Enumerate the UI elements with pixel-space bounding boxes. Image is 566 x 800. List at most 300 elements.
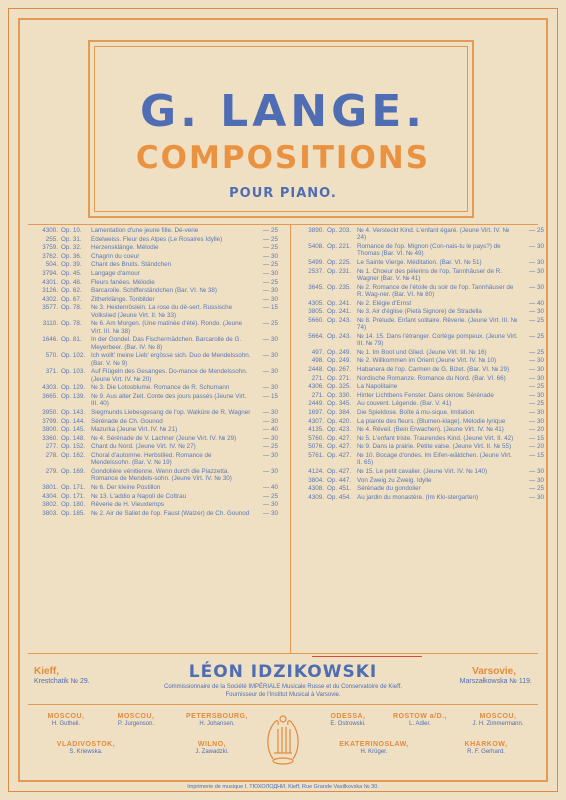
piece-price: — 25 <box>528 383 544 391</box>
piece-title: Au jardin du monastère. (Im Klo-stergarten) <box>357 493 479 501</box>
opus-number: Op. 148. <box>61 434 86 442</box>
piece-price: — 30 <box>528 467 544 475</box>
catalog-entry <box>28 296 278 303</box>
piece-price: — 30 <box>528 357 544 365</box>
branch-city: VLADIVOSTOK, <box>56 741 116 748</box>
catalog-entry <box>28 435 278 442</box>
piece-title: № 3. Heidenröslein. La rose du dé-sert. Russische Volkslied (Jeune Virt. II. № 33) <box>91 304 233 319</box>
opus-number: Op. 243. <box>327 316 352 324</box>
opus-number: Op. 420. <box>327 417 352 425</box>
branch-city: PETERSBOURG, <box>185 713 248 720</box>
catalog-number: 4303. <box>42 384 58 392</box>
opus-number: Op. 81. <box>61 336 82 344</box>
opus-number: Op. 39. <box>61 261 82 269</box>
catalog-entry <box>294 383 544 390</box>
branch-name: H. Krüger. <box>360 749 388 755</box>
catalog-number: 3801. <box>42 483 58 491</box>
piece-price: — 25 <box>262 278 278 286</box>
catalog-number: 3577. <box>42 304 58 312</box>
opus-number: Op. 143. <box>61 408 86 416</box>
piece-title: № 1. Im Boot und Glied. (Jeune Virt. III. № 16) <box>357 348 487 356</box>
catalog-entry <box>294 366 544 373</box>
catalog-number: 5660. <box>308 316 324 324</box>
catalog-number: 3890. <box>308 227 324 234</box>
opus-number: Op. 145. <box>61 426 86 434</box>
piece-price: — 25 <box>528 316 544 324</box>
piece-title: Au couvent. Légende. (Bar. V. 41) <box>357 400 452 408</box>
piece-title: Zitherklänge. Tonbilder <box>91 295 155 303</box>
catalog-entry <box>294 468 544 475</box>
opus-number: Op. 185. <box>61 509 86 517</box>
publisher-address-varsovie: Marszałkowska № 119. <box>459 678 532 685</box>
piece-title: Barcarolle. Schifferständchen (Bar. VI. № 38) <box>91 287 217 295</box>
piece-price: — 30 <box>262 501 278 509</box>
piece-price: — 30 <box>528 417 544 425</box>
piece-price: — 30 <box>528 408 544 416</box>
piece-price: — 25 <box>262 261 278 269</box>
piece-price: — 30 <box>528 374 544 382</box>
column-divider <box>290 225 291 653</box>
opus-number: Op. 78. <box>61 304 82 312</box>
publisher-supplier-note: Fournisseur de l'Institut Musical à Varsovie. <box>225 692 341 698</box>
opus-number: Op. 78. <box>61 320 82 328</box>
piece-title: Romance de l'op. Mignon (Con-nais-tu le pays?) de Thomas (Bar. VI. № 49) <box>357 243 501 258</box>
piece-price: — 30 <box>262 417 278 425</box>
piece-price: — 30 <box>262 384 278 392</box>
branch-name: R. F. Gerhard. <box>467 749 505 755</box>
publisher-name: LÉON IDZIKOWSKI <box>188 662 378 682</box>
opus-number: Op. 144. <box>61 417 86 425</box>
catalog-entry <box>28 393 278 408</box>
branch-agent <box>448 741 524 755</box>
catalog-number: 3794. <box>42 269 58 277</box>
piece-price: — 30 <box>262 336 278 344</box>
opus-number: Op. 451. <box>327 485 352 493</box>
catalog-entry <box>28 484 278 491</box>
catalog-entry <box>28 368 278 383</box>
opus-number: Op. 62. <box>61 287 82 295</box>
branch-city: MOSCOU, <box>479 713 517 720</box>
catalog-entry <box>294 485 544 492</box>
catalog-number: 3803. <box>42 509 58 517</box>
piece-price: — 30 <box>262 509 278 517</box>
piece-title: Fleurs fanées. Mélodie <box>91 278 155 286</box>
piece-title: № 3. Die Lotosblume. Romance de R. Schumann <box>91 384 230 392</box>
piece-title: Choral d'automne. Herbstlied. Romance de Mendelssohn. (Bar. V. № 19) <box>91 451 212 467</box>
piece-price: — 30 <box>262 434 278 442</box>
branch-city: MOSCOU, <box>117 713 155 720</box>
branch-name: S. Kriewska. <box>69 749 103 755</box>
piece-price: — 40 <box>528 299 544 307</box>
branch-city: EKATERINOSLAW, <box>339 741 409 748</box>
catalog-number: 5760. <box>308 434 324 442</box>
piece-title: Von Zweig zu Zweig. Idylle <box>357 476 432 484</box>
branch-agent <box>386 713 454 727</box>
opus-number: Op. 169. <box>61 467 86 475</box>
piece-title: Herzensklänge. Mélodie <box>91 244 159 252</box>
piece-title: Chant du Nord. (Jeune Virt. IV. № 27) <box>91 443 196 451</box>
opus-number: Op. 330. <box>327 391 352 399</box>
catalog-number: 5408. <box>308 243 324 250</box>
opus-number: Op. 203. <box>327 227 352 234</box>
branch-name: H. Gutheil. <box>51 721 81 727</box>
branch-agent <box>314 713 382 727</box>
piece-price: — 30 <box>528 493 544 501</box>
piece-title: № 14. 15. Dans l'étranger. Cortège pompeux. (Jeune Virt. III. № 79) <box>357 332 518 348</box>
catalog-number: 4135. <box>308 426 324 434</box>
piece-title: Langage d'amour <box>91 269 140 277</box>
piece-title: № 4. Réveil. (Bein Erwachen). (Jeune Virt. IV. № 41) <box>357 426 504 434</box>
piece-price: — 15 <box>262 304 278 312</box>
piece-price: — 30 <box>528 267 544 275</box>
catalog-entry <box>28 384 278 391</box>
catalog-entry <box>294 409 544 416</box>
catalog-number: 498. <box>311 357 324 365</box>
catalog-entry <box>28 468 278 483</box>
branch-name: P. Jurgenson. <box>117 721 155 727</box>
printer-footer: Imprimerie de musique I. ТЮХОЛОДНИ. Kieff, Rue Grande Vasilkovska № 30. <box>187 784 379 790</box>
catalog-entry <box>294 357 544 364</box>
branch-city: MOSCOU, <box>47 713 85 720</box>
catalog-number: 2537. <box>308 267 324 275</box>
opus-number: Op. 427. <box>327 467 352 475</box>
opus-number: Op. 171. <box>61 483 86 491</box>
piece-price: — 25 <box>528 332 544 340</box>
piece-title: Le Sainte Vierge. Méditation. (Bar. VI. № 51) <box>357 259 482 266</box>
catalog-entry <box>294 268 544 283</box>
piece-title: № 2. Air de Sallet de l'op. Faust (Walzer) de Ch. Gounod <box>91 509 250 517</box>
opus-number: Op. 454. <box>327 493 352 501</box>
piece-price: — 30 <box>528 259 544 266</box>
catalog-entry <box>294 300 544 307</box>
piece-title: № 9. Dans la prairie. Petite valse. (Jeune Virt. II. № 55) <box>357 443 512 451</box>
catalog-number: 4309. <box>308 493 324 501</box>
catalog-entry <box>28 227 278 234</box>
piece-price: — 30 <box>262 467 278 475</box>
opus-number: Op. 45. <box>61 269 82 277</box>
branch-city: ODESSA, <box>330 713 366 720</box>
piece-price: — 30 <box>528 476 544 484</box>
catalog-entry <box>28 452 278 467</box>
publisher-city-kieff: Kieff, <box>34 666 59 677</box>
catalog-number: 278. <box>45 451 58 459</box>
catalog-entry <box>28 253 278 260</box>
catalog-number: 1697. <box>308 408 324 416</box>
catalog-number: 4306. <box>308 383 324 391</box>
piece-title: № 10. Bocage d'ondes. Im Eifen-wäldchen. (Jeune Virt. II. 65) <box>357 451 512 467</box>
catalog-entry <box>294 375 544 382</box>
piece-title: № 5. L'enfant triste. Traurendes Kind. (Jeune Virt. II. 42) <box>357 434 514 442</box>
piece-price: — 15 <box>262 392 278 400</box>
catalog-number: 5664. <box>308 332 324 340</box>
publisher-city-varsovie: Varsovie, <box>472 666 516 677</box>
catalog-number: 3762. <box>42 252 58 260</box>
branch-agent <box>32 713 100 727</box>
branch-agent <box>178 741 246 755</box>
catalog-entry <box>294 243 544 258</box>
catalog-entry <box>294 494 544 501</box>
piece-price: — 15 <box>528 434 544 442</box>
piece-price: — 40 <box>262 426 278 434</box>
branch-name: L. Adler. <box>409 721 431 727</box>
opus-number: Op. 10. <box>61 227 82 234</box>
catalog-entry <box>28 287 278 294</box>
lyre-emblem-icon <box>262 711 304 767</box>
piece-title: Chagrin du coeur <box>91 252 140 260</box>
branch-agents <box>28 704 538 771</box>
branch-name: E. Ostrowski. <box>330 721 366 727</box>
opus-number: Op. 427. <box>327 451 352 459</box>
piece-title: Nordische Romanze. Romance du Nord. (Bar. VI. 66) <box>357 374 506 382</box>
catalog-entry <box>294 349 544 356</box>
catalog-number: 4300. <box>42 227 58 234</box>
piece-price: — 30 <box>528 243 544 250</box>
catalog-number: 2449. <box>308 400 324 408</box>
piece-title: Habanera de l'op. Carmen de G. Bizet. (Bar. VI. № 29) <box>357 365 510 373</box>
opus-number: Op. 67. <box>61 295 82 303</box>
piece-title: Lamentation d'une jeune fille. Dé-verie <box>91 227 199 234</box>
catalog-entry <box>28 320 278 335</box>
catalog-number: 2448. <box>308 365 324 373</box>
catalog-number: 271. <box>311 391 324 399</box>
piece-title: In der Gondel. Das Fischermädchen. Barcarolle de G. Meyerbeer. (Bar. IV. № 8) <box>91 336 242 351</box>
catalog-number: 4307. <box>308 417 324 425</box>
opus-number: Op. 180. <box>61 501 86 509</box>
catalog-entry <box>28 336 278 351</box>
catalog-number: 504. <box>45 261 58 269</box>
piece-title: Sérénade de Ch. Gounod <box>91 417 163 425</box>
catalog-number: 570. <box>45 352 58 360</box>
opus-number: Op. 152. <box>61 443 86 451</box>
piece-title: № 9. Aus alter Zeit. Conte des jours passés (Jeune Virt. III. 40) <box>91 392 247 408</box>
publisher-block <box>28 660 538 700</box>
catalog-number: 371. <box>45 368 58 376</box>
branch-agent <box>44 741 128 755</box>
catalog-entry <box>28 493 278 500</box>
instrument-subtitle: POUR PIANO. <box>229 186 337 201</box>
catalog-number: 4301. <box>42 278 58 286</box>
piece-title: Chant des Bruits. Ständchen <box>91 261 172 269</box>
piece-price: — 30 <box>528 365 544 373</box>
catalog-number: 1646. <box>42 336 58 344</box>
branch-agent <box>102 713 170 727</box>
piece-title: № 15. Le petit cavalier. (Jeune Virt. IV. № 140) <box>357 467 488 475</box>
piece-title: № 13. L'addio a Napoli de Cottrau <box>91 492 187 500</box>
opus-number: Op. 221. <box>327 243 352 250</box>
catalog-entry <box>294 392 544 399</box>
branch-agent <box>178 713 256 727</box>
catalog-number: 271. <box>311 374 324 382</box>
piece-price: — 30 <box>262 408 278 416</box>
piece-price: — 30 <box>528 391 544 399</box>
piece-price: — 25 <box>262 235 278 243</box>
piece-title: Mazurka (Jeune Virt. IV. № 21) <box>91 426 178 434</box>
branch-city: WILNO, <box>197 741 227 748</box>
piece-price: — 25 <box>528 400 544 408</box>
catalog-entry <box>294 284 544 299</box>
opus-number: Op. 384. <box>327 408 352 416</box>
opus-number: Op. 36. <box>61 252 82 260</box>
collection-title: COMPOSITIONS <box>135 140 431 176</box>
catalog-entry <box>28 352 278 367</box>
catalog-entry <box>294 400 544 407</box>
catalog-number: 4305. <box>308 299 324 307</box>
catalog-entry <box>294 227 544 242</box>
piece-price: — 25 <box>262 227 278 234</box>
catalog-number: 3805. <box>308 308 324 316</box>
branch-name: H. Johansen. <box>199 721 235 727</box>
catalog-number: 3645. <box>308 283 324 291</box>
catalog-number: 4302. <box>42 295 58 303</box>
catalog-number: 4308. <box>308 485 324 493</box>
piece-title: № 2. Willkommen im Orient (Jeune Virt. IV. № 10) <box>357 357 497 365</box>
piece-price: — 30 <box>262 252 278 260</box>
opus-number: Op. 162. <box>61 451 86 459</box>
catalog-entry <box>28 244 278 251</box>
piece-price: — 25 <box>262 492 278 500</box>
opus-number: Op. 427. <box>327 434 352 442</box>
catalog-entry <box>28 510 278 517</box>
opus-number: Op. 249. <box>327 357 352 365</box>
opus-number: Op. 345. <box>327 400 352 408</box>
piece-price: — 30 <box>262 368 278 376</box>
piece-price: — 25 <box>528 227 544 234</box>
piece-price: — 30 <box>262 287 278 295</box>
piece-price: — 30 <box>262 352 278 360</box>
catalog-entry <box>28 236 278 243</box>
catalog-table <box>28 224 544 654</box>
catalog-entry <box>28 279 278 286</box>
catalog-entry <box>294 426 544 433</box>
piece-title: Siegmunds Liebesgesang de l'op. Walküre de R. Wagner <box>91 408 251 416</box>
catalog-entry <box>294 435 544 442</box>
catalog-entry <box>28 443 278 450</box>
piece-title: № 8. Prélude. Enfant solitaire. Rêverie. (Jeune Virt. III. № 74) <box>357 316 518 332</box>
catalog-entry <box>294 418 544 425</box>
catalog-number: 5761. <box>308 451 324 459</box>
opus-number: Op. 271. <box>327 374 352 382</box>
opus-number: Op. 102. <box>61 352 86 360</box>
catalog-number: 3804. <box>308 476 324 484</box>
catalog-entry <box>294 333 544 348</box>
piece-title: № 4. Versteckt Kind. L'enfant égaré. (Jeune Virt. IV. № 24) <box>357 227 510 242</box>
opus-number: Op. 423. <box>327 426 352 434</box>
opus-number: Op. 171. <box>61 492 86 500</box>
piece-price: — 30 <box>262 451 278 459</box>
catalog-number: 3759. <box>42 244 58 252</box>
catalog-entry <box>294 443 544 450</box>
opus-number: Op. 31. <box>61 235 82 243</box>
piece-price: — 25 <box>262 443 278 451</box>
opus-number: Op. 267. <box>327 365 352 373</box>
piece-title: № 3. Air d'église (Pietà Signore) de Stradella <box>357 308 482 316</box>
piece-title: № 6. Der kleine Postillon <box>91 483 161 491</box>
piece-title: Auf Flügeln des Gesanges. Do-mance de Mendelssohn. (Jeune Virt. IV. № 20) <box>91 368 248 383</box>
piece-price: — 25 <box>528 348 544 356</box>
opus-number: Op. 241. <box>327 299 352 307</box>
opus-number: Op. 32. <box>61 244 82 252</box>
opus-number: Op. 325. <box>327 383 352 391</box>
piece-price: — 30 <box>262 295 278 303</box>
piece-price: — 30 <box>528 308 544 316</box>
piece-title: Ich wollt' meine Lieb' ergösse sich. Duo de Mendelssohn. (Bar. V. № 9) <box>91 352 251 367</box>
opus-number: Op. 139. <box>61 392 86 400</box>
piece-price: — 25 <box>262 244 278 252</box>
opus-number: Op. 241. <box>327 308 352 316</box>
branch-agent <box>460 713 536 727</box>
opus-number: Op. 249. <box>327 348 352 356</box>
catalog-entry <box>294 477 544 484</box>
piece-price: — 20 <box>528 443 544 451</box>
catalog-number: 3665. <box>42 392 58 400</box>
piece-title: Hinter Lichtbens Fenster. Dans oknow. Sérénade <box>357 391 494 399</box>
catalog-entry <box>28 501 278 508</box>
catalog-number: 3799. <box>42 417 58 425</box>
catalog-entry <box>294 259 544 266</box>
piece-price: — 25 <box>262 320 278 328</box>
catalog-entry <box>294 308 544 315</box>
catalog-number: 4124. <box>308 467 324 475</box>
catalog-right-column <box>294 227 544 502</box>
piece-title: Edelweiss. Fleur des Alpes (Le Rosaires Idylle) <box>91 235 223 243</box>
opus-number: Op. 103. <box>61 368 86 376</box>
catalog-number: 255. <box>45 235 58 243</box>
piece-price: — 25 <box>528 485 544 493</box>
publisher-address-kieff: Krestchatik № 29. <box>34 678 90 685</box>
branch-agent <box>328 741 420 755</box>
catalog-entry <box>28 426 278 433</box>
publisher-commission-note: Commissionnaire de la Société IMPÉRIALE Musicale Russe et du Conservatoire de Kieff. <box>164 684 402 690</box>
branch-city: ROSTOW a/D., <box>392 713 448 720</box>
catalog-number: 3800. <box>42 426 58 434</box>
catalog-left-column <box>28 227 278 518</box>
piece-title: № 4. Sérénade de V. Lachner (Jeune Virt. IV. № 29) <box>91 434 237 442</box>
piece-price: — 30 <box>262 269 278 277</box>
catalog-number: 3950. <box>42 408 58 416</box>
piece-title: Rêverie de H. Vieuxtemps <box>91 501 165 509</box>
catalog-number: 5499. <box>308 259 324 266</box>
catalog-number: 3126. <box>42 287 58 295</box>
catalog-entry <box>28 270 278 277</box>
piece-price: — 30 <box>528 283 544 291</box>
opus-number: Op. 129. <box>61 384 86 392</box>
piece-title: La plainte des fleurs. (Blumen-klage). Mélodie lyrique <box>357 417 506 425</box>
red-pencil-mark <box>312 656 422 657</box>
catalog-number: 277. <box>45 443 58 451</box>
branch-name: J. H. Zimmermann. <box>472 721 524 727</box>
catalog-number: 497. <box>311 348 324 356</box>
catalog-number: 5076. <box>308 443 324 451</box>
branch-name: J. Zawadzki. <box>195 749 229 755</box>
catalog-number: 3802. <box>42 501 58 509</box>
opus-number: Op. 48. <box>61 278 82 286</box>
catalog-number: 3110. <box>42 320 58 328</box>
opus-number: Op. 427. <box>327 443 352 451</box>
piece-title: № 2. Romance de l'étoile du soir de l'op. Tannhäuser de R. Wag-ner. (Bar. VI. № 80) <box>357 283 514 298</box>
piece-title: № 6. Am Morgen. (Une matinée d'été). Rondo. (Jeune Virt. III. № 38) <box>91 320 243 335</box>
opus-number: Op. 447. <box>327 476 352 484</box>
piece-title: La Napolitaine <box>357 383 398 391</box>
catalog-number: 279. <box>45 467 58 475</box>
piece-title: Die Spieldose. Boîte à mu-sique. Imitation <box>357 408 475 416</box>
piece-title: № 2. Elégie d'Ernst <box>357 299 412 307</box>
catalog-entry <box>28 261 278 268</box>
piece-price: — 15 <box>528 451 544 459</box>
catalog-entry <box>28 304 278 319</box>
catalog-entry <box>28 409 278 416</box>
piece-price: — 40 <box>262 483 278 491</box>
opus-number: Op. 231. <box>327 267 352 275</box>
